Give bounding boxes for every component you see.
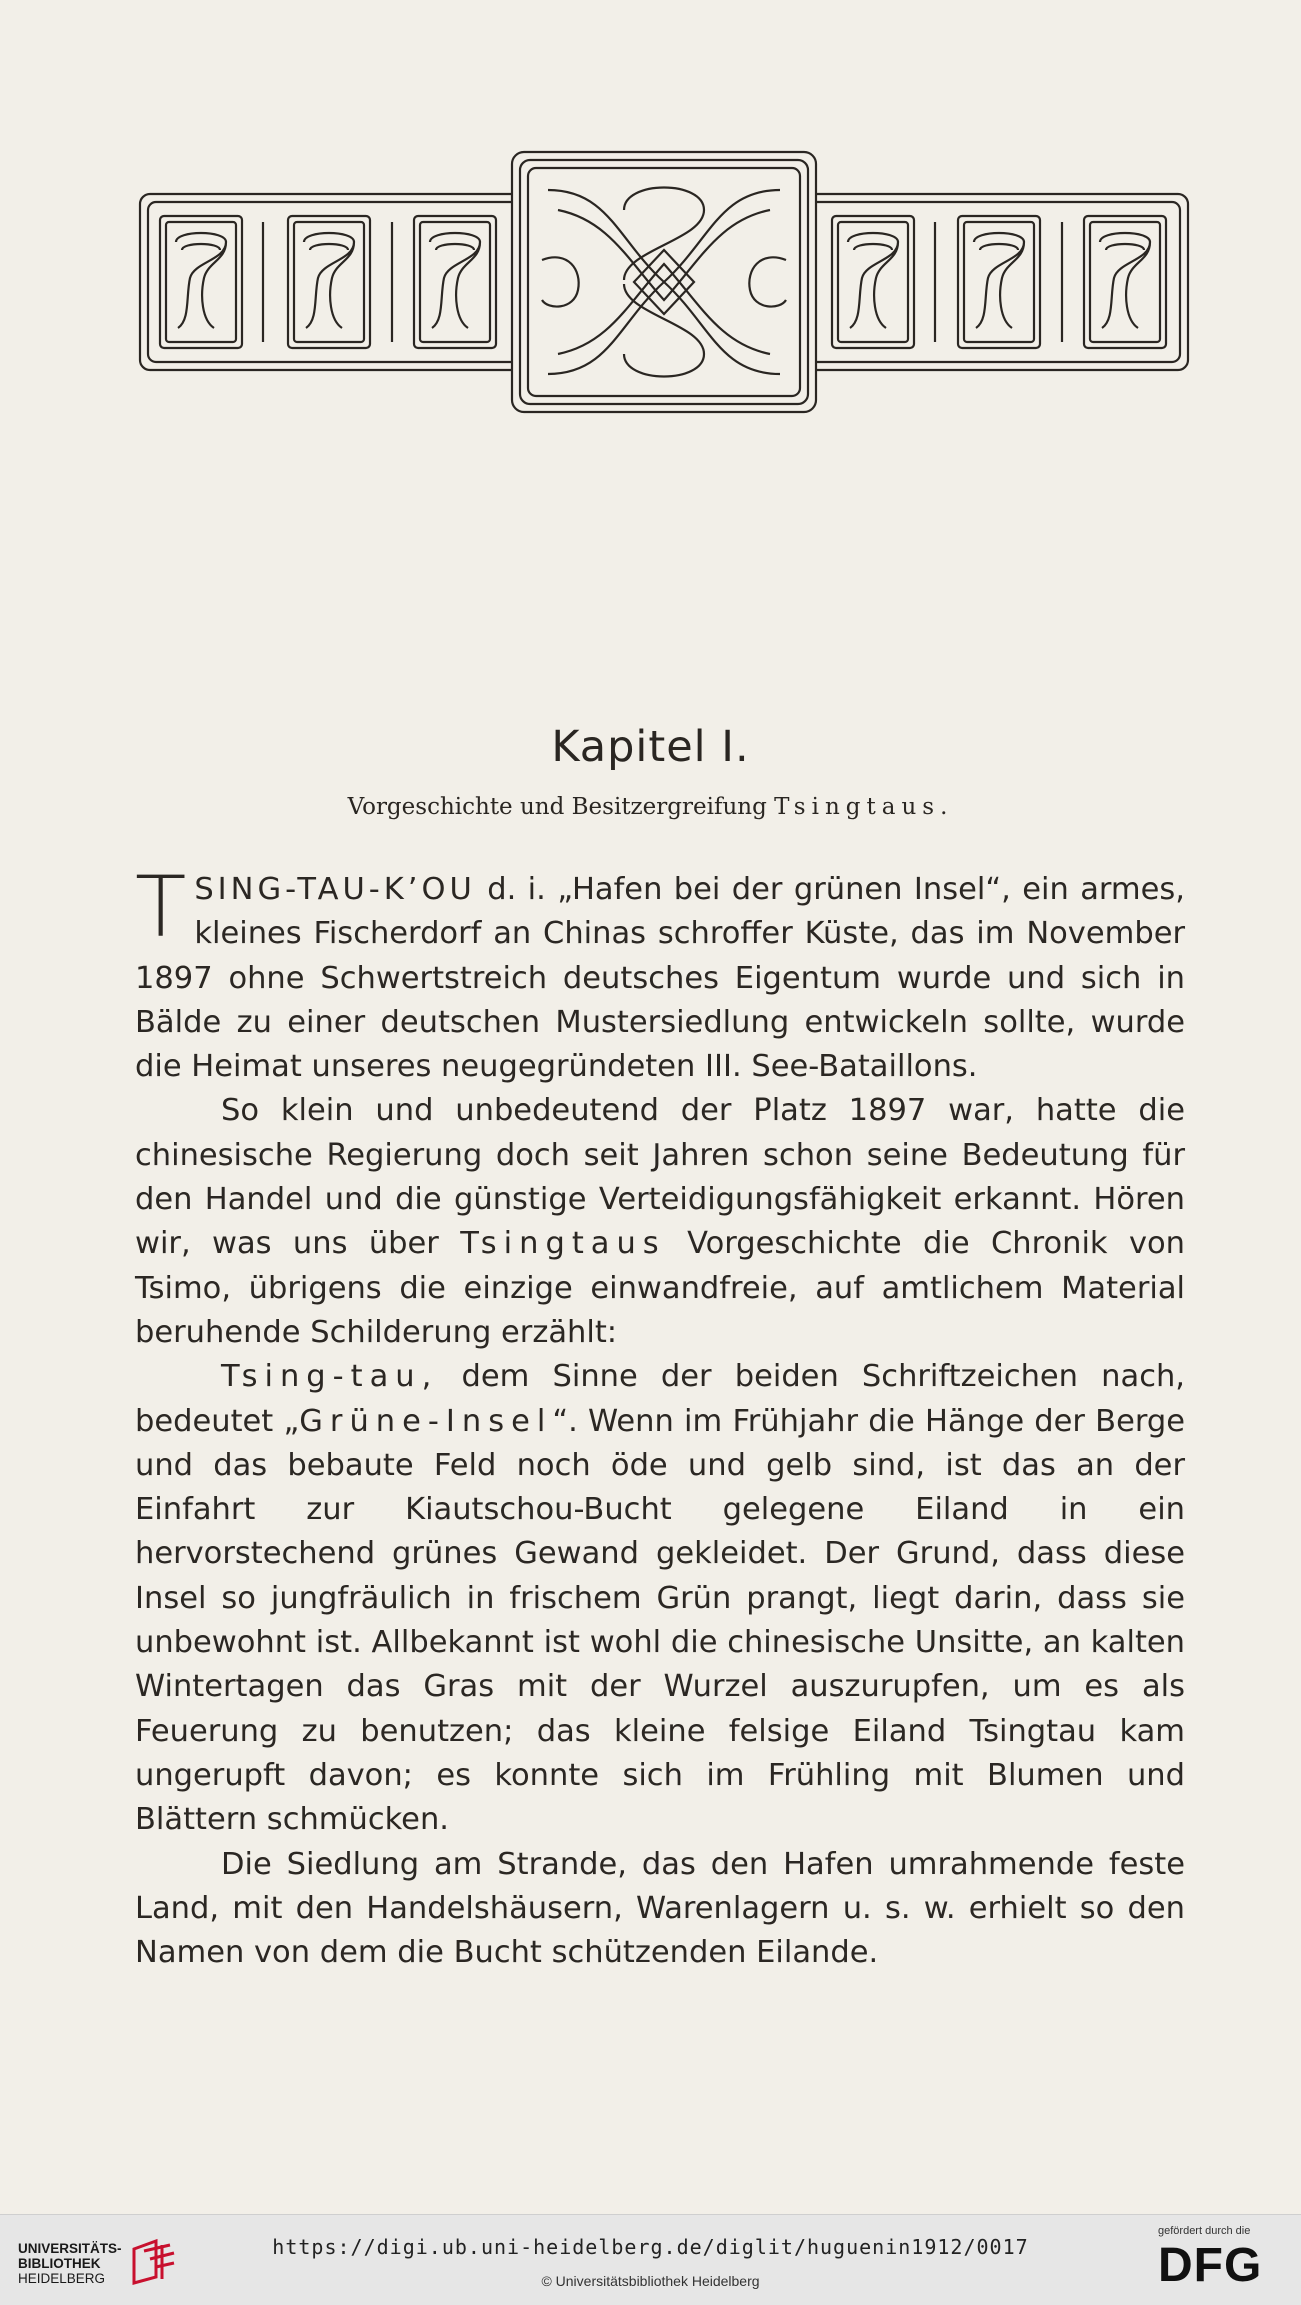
- paragraph-4: Die Siedlung am Strande, das den Hafen umrahmende feste Land, mit den Handelshäusern, Warenlagern u. s. w. erhielt so den Namen von dem die Bucht schützenden Eilande.: [135, 1846, 1185, 1971]
- drop-cap: T: [135, 858, 187, 956]
- paragraph-1-text: d. i. „Hafen bei der grünen Insel“, ein armes, kleines Fischerdorf an Chinas schroffer Küste, das im November 1897 ohne Schwertstreich deutsches Eigentum wurde und sich in Bälde zu einer deutschen Mustersiedlung entwickeln sollte, wurde die Heimat unseres neugegründeten III. See-Bataillons.: [135, 872, 1185, 1085]
- subtitle-text: Vorgeschichte und Besitzergreifung: [347, 794, 775, 820]
- place-name-caps: SING-TAU-K’OU: [194, 872, 476, 907]
- library-line-1: UNIVERSITÄTS-: [18, 2241, 122, 2256]
- chapter-subtitle: [0, 794, 1301, 820]
- chapter-title: Kapitel I.: [551, 722, 750, 772]
- chapter-body: [135, 858, 1186, 1975]
- paragraph-3-spaced-2: Grüne-Insel: [299, 1403, 553, 1439]
- paragraph-2-text-a: So klein und unbedeutend der Platz 1897 war, hatte die chinesische Regierung doch seit Jahren schon seine Bedeutung für den Handel und die günstige Verteidigungsfähigkeit erkannt. Hören wir, was uns über: [135, 1093, 1185, 1262]
- subtitle-spaced-text: Tsingtaus.: [774, 794, 954, 820]
- funding-note: gefördert durch die: [1158, 2225, 1251, 2237]
- viewer-footer: [0, 2214, 1301, 2305]
- library-line-2: BIBLIOTHEK: [18, 2256, 101, 2271]
- library-line-3: HEIDELBERG: [18, 2271, 106, 2286]
- paragraph-3: [135, 1355, 1185, 1842]
- ornament-header: [138, 150, 1190, 414]
- paragraph-2-spaced: Tsingtaus: [460, 1226, 666, 1262]
- dfg-logo[interactable]: DFG: [1158, 2239, 1263, 2292]
- paragraph-3-spaced-1: Tsing-tau,: [221, 1359, 439, 1395]
- paragraph-2: [135, 1089, 1185, 1355]
- paragraph-1: [135, 858, 1185, 1089]
- permalink-url[interactable]: https://digi.ub.uni-heidelberg.de/diglit/huguenin1912/0017: [272, 2235, 1029, 2259]
- paragraph-3-text-b: “. Wenn im Frühjahr die Hänge der Berge und das bebaute Feld noch öde und gelb sind, ist das an der Einfahrt zur Kiautschou-Bucht gelegene Eiland in ein hervorstechend grünes Gewand gekleidet. Der Grund, dass diese Insel so jungfräulich in frischem Grün prangt, liegt darin, dass sie unbewohnt ist. Allbekannt ist wohl die chinesische Unsitte, an kalten Wintertagen das Gras mit der Wurzel auszurupfen, um es als Feuerung zu benutzen; das kleine felsige Eiland Tsingtau kam ungerupft davon; es konnte sich im Frühling mit Blumen und Blättern schmücken.: [135, 1403, 1186, 1838]
- paragraph-2-text-b: Vorgeschichte die Chronik von Tsimo, übrigens die einzige einwandfreie, auf amtlichem Material beruhende Schilderung erzählt:: [135, 1226, 1185, 1350]
- paragraph-3-text-a: dem Sinne der beiden Schriftzeichen nach, bedeutet „: [135, 1359, 1185, 1439]
- copyright-notice: © Universitätsbibliothek Heidelberg: [541, 2273, 760, 2289]
